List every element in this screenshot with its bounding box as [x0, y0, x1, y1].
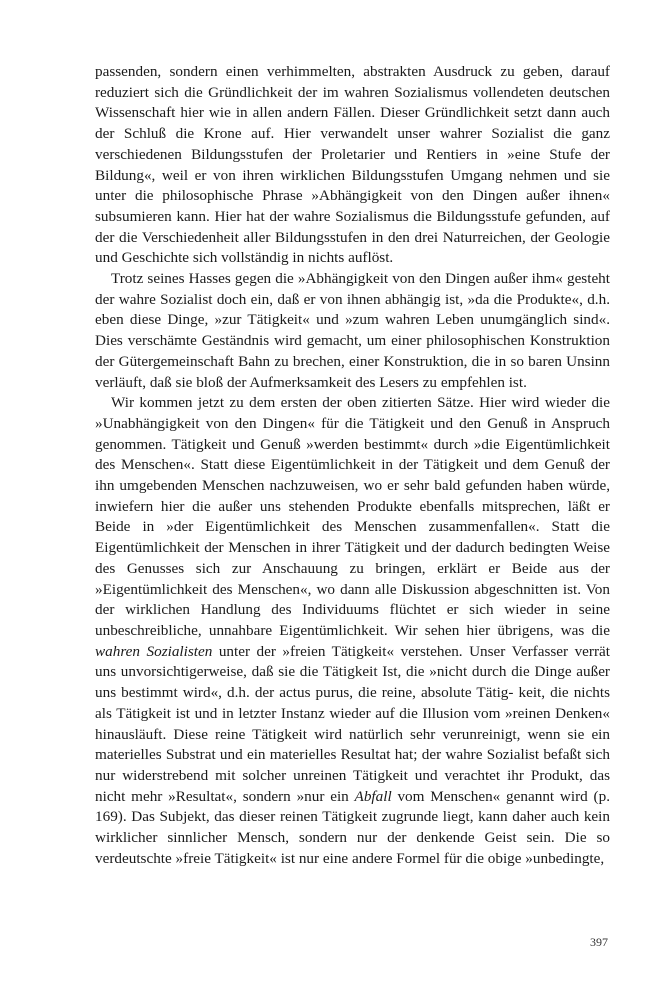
page-number: 397	[590, 935, 608, 949]
italic-text: wahren Sozialisten	[95, 642, 213, 660]
text-run: Trotz seines Hasses gegen die »Abhängigkeit von den Dingen außer ihm« gesteht der wahre Sozialist doch ein, daß er von ihnen abhängig ist, »da die Produkte«, d.h. eben diese Dinge, »zur Tätigkeit« und »zum wahren Leben unumgänglich sind«. Dies verschämte Geständnis wird gemacht, um einer philosophischen Konstruktion der Gütergemeinschaft Bahn zu brechen, einer Konstruktion, die in so baren Unsinn verläuft, daß sie bloß der Aufmerksamkeit des Lesers zu empfehlen ist.	[95, 270, 610, 391]
text-run: Wir kommen jetzt zu dem ersten der oben zitierten Sätze. Hier wird wieder die »Unabhängigkeit von den Dingen« für die Tätigkeit und den Genuß in Anspruch genommen. Tätigkeit und Genuß »werden bestimmt« durch »die Eigentümlichkeit des Menschen«. Statt diese Eigentümlichkeit in der Tätigkeit und dem Genuß der ihn umgebenden Menschen nachzuweisen, wo er sehr bald gefunden haben würde, inwiefern hier die außer uns stehenden Produkte ebenfalls mitsprechen, läßt er Beide in »der Eigentümlichkeit des Menschen zusammenfallen«. Statt die Eigentümlichkeit der Menschen in ihrer Tätigkeit und der dadurch bedingten Weise des Genusses sich zur Anschauung zu bringen, erklärt er Beide aus der »Eigentümlichkeit des Menschen«, wo dann alle Diskussion abgeschnitten ist. Von der wirklichen Handlung des Individuums flüchtet er sich wieder in seine unbeschreibliche, unnahbare Eigentümlichkeit. Wir sehen hier übrigens, was die	[95, 394, 610, 639]
paragraph-2	[95, 269, 610, 393]
italic-text: Abfall	[354, 787, 392, 805]
text-run: unter der »freien Tätigkeit« verstehen. Unser Verfasser verrät uns unvorsichtigerweise, daß sie die Tätigkeit Ist, die »nicht durch die Dinge außer uns bestimmt wird«, d.h. der actus purus, die reine, absolute Tätig- keit, die nichts als Tätigkeit ist und in letzter Instanz wieder auf die Illusion vom »reinen Denken« hinausläuft. Diese reine Tätigkeit wird natürlich sehr verunreinigt, wenn sie ein materielles Substrat und ein materielles Resultat hat; der wahre Sozialist befaßt sich nur widerstrebend mit solcher unreinen Tätigkeit und verachtet ihr Produkt, das nicht mehr »Resultat«, sondern »nur ein	[95, 642, 610, 805]
text-run: passenden, sondern einen verhimmelten, abstrakten Ausdruck zu geben, darauf reduziert sich die Gründlichkeit der im wahren Sozialismus vollendeten deutschen Wissenschaft hier wie in allen andern Fällen. Dieser Gründlichkeit setzt dann auch der Schluß die Krone auf. Hier verwandelt unser wahrer Sozialist die ganz verschiedenen Bildungsstufen der Proletarier und Rentiers in »eine Stufe der Bildung«, weil er von ihren wirklichen Bildungsstufen Umgang nehmen und sie unter die philosophische Phrase »Abhängigkeit von den Dingen außer ihnen« subsumieren kann. Hier hat der wahre Sozialismus die Bildungsstufe gefunden, auf der die Verschiedenheit aller Bildungsstufen in den drei Naturreichen, der Geologie und Geschichte sich vollständig in nichts auflöst.	[95, 63, 610, 267]
text-run: vom Menschen« genannt wird (p. 169). Das Subjekt, das dieser reinen Tätigkeit zugrunde liegt, kann daher auch kein wirklicher sinnlicher Mensch, sondern nur der denkende Geist sein. Die so verdeutschte »freie Tätigkeit« ist nur eine andere Formel für die obige »unbedingte,	[95, 787, 610, 867]
paragraph-1	[95, 62, 610, 269]
page-body	[95, 62, 610, 869]
paragraph-3	[95, 393, 610, 869]
